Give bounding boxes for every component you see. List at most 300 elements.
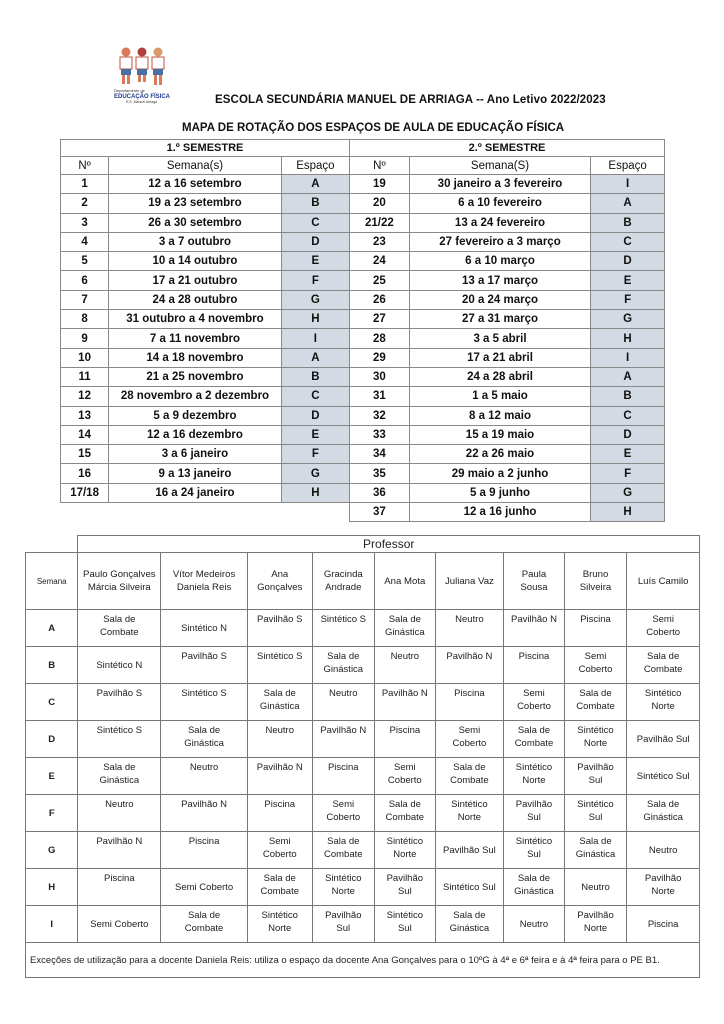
- week-letter: G: [26, 832, 78, 869]
- space-name-line: Sala de: [453, 910, 486, 921]
- space-name-line: Pavilhão N: [96, 836, 143, 847]
- rotation-row: [26, 647, 700, 684]
- column-header-number: Nº: [61, 157, 109, 175]
- space-assignment: [564, 684, 627, 721]
- space-name-line: Pavilhão: [644, 873, 682, 884]
- space-name-line: Sintético S: [257, 651, 303, 662]
- week-row: [350, 483, 665, 502]
- space-name-line: Semi: [268, 836, 291, 847]
- space-name-line: Ginástica: [385, 627, 425, 638]
- space-name-line: Norte: [393, 849, 417, 860]
- space-name-line: Ginástica: [323, 664, 364, 675]
- week-row: [350, 252, 665, 271]
- map-title: MAPA DE ROTAÇÃO DOS ESPAÇOS DE AULA DE EDUCAÇÃO FÍSICA: [182, 122, 565, 134]
- space-assignment: [435, 795, 504, 832]
- space-assignment: [627, 869, 700, 906]
- space-name-line: Sala de: [647, 799, 680, 810]
- professor-name: [564, 553, 627, 610]
- rotation-row: [26, 758, 700, 795]
- space-letter: C: [281, 213, 349, 232]
- week-dates: 27 a 31 março: [409, 310, 590, 329]
- week-number: 10: [61, 348, 109, 367]
- space-letter: B: [281, 367, 349, 386]
- week-row: [61, 425, 350, 444]
- professor-name-line: Paulo Gonçalves: [83, 569, 156, 580]
- space-assignment: [312, 758, 375, 795]
- space-name-line: Neutro: [265, 725, 294, 736]
- space-letter: C: [591, 232, 665, 251]
- space-name-line: Sala de: [263, 688, 296, 699]
- space-letter: A: [591, 367, 665, 386]
- week-number: 11: [61, 367, 109, 386]
- space-name-line: Ginástica: [575, 849, 616, 860]
- space-assignment: [435, 832, 504, 869]
- space-name-line: Coberto: [262, 849, 297, 860]
- space-name-line: Combate: [260, 886, 300, 897]
- week-dates: 17 a 21 outubro: [109, 271, 282, 290]
- space-assignment: [161, 795, 248, 832]
- space-name-line: Piscina: [327, 762, 359, 773]
- space-assignment: [627, 906, 700, 943]
- space-letter: E: [281, 252, 349, 271]
- week-number: 25: [350, 271, 410, 290]
- week-number: 20: [350, 194, 410, 213]
- space-assignment: [627, 647, 700, 684]
- week-dates: 19 a 23 setembro: [109, 194, 282, 213]
- professor-header: Professor: [78, 536, 700, 553]
- space-assignment: [564, 758, 627, 795]
- space-assignment: [78, 721, 161, 758]
- week-dates: 13 a 24 fevereiro: [409, 213, 590, 232]
- space-letter: F: [281, 445, 349, 464]
- space-assignment: [78, 610, 161, 647]
- week-number: 29: [350, 348, 410, 367]
- space-letter: A: [281, 175, 349, 194]
- space-assignment: [161, 832, 248, 869]
- space-name-line: Sul: [397, 886, 412, 897]
- week-dates: 26 a 30 setembro: [109, 213, 282, 232]
- space-name-line: Neutro: [189, 762, 219, 773]
- week-row: [350, 425, 665, 444]
- week-dates: 3 a 6 janeiro: [109, 445, 282, 464]
- space-assignment: [161, 758, 248, 795]
- week-number: 37: [350, 503, 410, 522]
- week-dates: 20 a 24 março: [409, 290, 590, 309]
- space-name-line: Pavilhão N: [256, 762, 303, 773]
- week-row: [61, 194, 350, 213]
- space-letter: C: [591, 406, 665, 425]
- space-name-line: Combate: [324, 849, 363, 860]
- professor-name-line: Gonçalves: [257, 582, 303, 593]
- space-name-line: Sintético N: [181, 622, 228, 634]
- space-assignment: [504, 758, 565, 795]
- physical-education-department-logo: [112, 44, 174, 106]
- week-dates: 6 a 10 março: [409, 252, 590, 271]
- space-name-line: Sintético Sul: [442, 881, 496, 893]
- space-name-line: Neutro: [455, 614, 484, 625]
- space-name-line: Norte: [457, 812, 482, 823]
- professor-name-line: Gracinda: [323, 569, 363, 580]
- space-assignment: [247, 684, 312, 721]
- space-assignment: [247, 795, 312, 832]
- professor-name: [247, 553, 312, 610]
- space-letter: I: [281, 329, 349, 348]
- week-dates: 27 fevereiro a 3 março: [409, 232, 590, 251]
- space-assignment: [627, 795, 700, 832]
- week-number: 23: [350, 232, 410, 251]
- space-assignment: [375, 684, 436, 721]
- professor-name: [78, 553, 161, 610]
- week-number: 31: [350, 387, 410, 406]
- space-name-line: Semi: [584, 651, 607, 662]
- space-name-line: Combate: [450, 775, 489, 786]
- space-name-line: Ginástica: [449, 923, 490, 934]
- week-number: 7: [61, 290, 109, 309]
- space-letter: I: [591, 175, 665, 194]
- professor-name: [161, 553, 248, 610]
- week-number: 34: [350, 445, 410, 464]
- week-row: [350, 290, 665, 309]
- space-name-line: Sala de: [579, 688, 612, 699]
- semester2-title: 2.º SEMESTRE: [350, 140, 665, 157]
- space-assignment: [564, 869, 627, 906]
- week-dates: 3 a 5 abril: [409, 329, 590, 348]
- space-assignment: [247, 906, 312, 943]
- space-letter: B: [591, 213, 665, 232]
- space-name-line: Norte: [651, 701, 675, 712]
- space-name-line: Pavilhão Sul: [636, 733, 690, 745]
- blank-corner: [26, 536, 78, 553]
- professor-name-line: Juliana Vaz: [444, 575, 494, 587]
- professor-name-line: Silveira: [579, 582, 612, 593]
- column-header-number: Nº: [350, 157, 410, 175]
- week-number: 17/18: [61, 483, 109, 502]
- week-number: 33: [350, 425, 410, 444]
- space-name-line: Coberto: [387, 775, 422, 786]
- space-letter: C: [281, 387, 349, 406]
- space-name-line: Combate: [576, 701, 615, 712]
- space-name-line: Sintético S: [181, 688, 227, 699]
- space-name-line: Combate: [184, 923, 224, 934]
- space-assignment: [375, 795, 436, 832]
- space-assignment: [435, 647, 504, 684]
- space-assignment: [375, 721, 436, 758]
- week-number: 4: [61, 232, 109, 251]
- space-name-line: Combate: [100, 627, 139, 638]
- week-number: 16: [61, 464, 109, 483]
- professor-name: [312, 553, 375, 610]
- space-name-line: Sintético S: [320, 614, 366, 625]
- column-header-weeks: Semana(S): [409, 157, 590, 175]
- space-name-line: Pavilhão S: [257, 614, 303, 625]
- space-letter: H: [591, 329, 665, 348]
- space-name-line: Sintético: [577, 799, 614, 810]
- rotation-row: [26, 795, 700, 832]
- week-letter: E: [26, 758, 78, 795]
- week-number: 35: [350, 464, 410, 483]
- week-row: [61, 464, 350, 483]
- space-assignment: [504, 647, 565, 684]
- semester1-title: 1.º SEMESTRE: [61, 140, 350, 157]
- week-dates: 12 a 16 dezembro: [109, 425, 282, 444]
- rotation-row: [26, 610, 700, 647]
- professor-name-line: Márcia Silveira: [87, 582, 151, 593]
- space-name-line: Sul: [336, 923, 351, 934]
- space-letter: F: [591, 290, 665, 309]
- space-assignment: [504, 684, 565, 721]
- space-assignment: [564, 795, 627, 832]
- space-letter: D: [591, 425, 665, 444]
- space-assignment: [247, 869, 312, 906]
- space-letter: G: [281, 290, 349, 309]
- space-name-line: Sul: [527, 812, 541, 823]
- space-name-line: Sintético S: [96, 725, 143, 736]
- space-name-line: Sul: [588, 812, 603, 823]
- space-assignment: [435, 906, 504, 943]
- space-name-line: Sala de: [517, 873, 551, 884]
- space-name-line: Norte: [331, 886, 355, 897]
- professor-name-line: Bruno: [582, 569, 609, 580]
- space-name-line: Neutro: [390, 651, 420, 662]
- space-name-line: Semi Coberto: [90, 918, 149, 930]
- space-name-line: Piscina: [454, 688, 485, 699]
- space-assignment: [247, 647, 312, 684]
- space-name-line: Sala de: [103, 762, 136, 773]
- space-name-line: Sintético: [644, 688, 682, 699]
- week-row: [61, 175, 350, 194]
- week-number: 32: [350, 406, 410, 425]
- week-dates: 21 a 25 novembro: [109, 367, 282, 386]
- week-row: [350, 445, 665, 464]
- exceptions-note: Exceções de utilização para a docente Daniela Reis: utiliza o espaço da docente Ana Gonçalves para o 10ºG à 4ª e 6ª feira e à 4ª feira para o PE B1.: [26, 943, 700, 978]
- space-name-line: Sala de: [327, 836, 360, 847]
- week-letter: F: [26, 795, 78, 832]
- space-name-line: Sintético: [386, 910, 424, 921]
- space-name-line: Pavilhão S: [181, 651, 227, 662]
- week-row: [61, 252, 350, 271]
- space-assignment: [312, 869, 375, 906]
- space-name-line: Pavilhão N: [181, 799, 228, 810]
- professor-name-line: Andrade: [325, 582, 362, 593]
- week-number: 3: [61, 213, 109, 232]
- space-assignment: [312, 684, 375, 721]
- space-assignment: [312, 832, 375, 869]
- week-row: [61, 387, 350, 406]
- week-number: 14: [61, 425, 109, 444]
- space-name-line: Sintético: [451, 799, 488, 810]
- space-letter: G: [281, 464, 349, 483]
- week-dates: 12 a 16 junho: [409, 503, 590, 522]
- space-assignment: [504, 721, 565, 758]
- space-assignment: [504, 906, 565, 943]
- space-assignment: [161, 721, 248, 758]
- space-name-line: Pavilhão: [577, 910, 614, 921]
- space-name-line: Norte: [651, 886, 675, 897]
- space-name-line: Semi Coberto: [175, 881, 234, 893]
- space-letter: E: [591, 445, 665, 464]
- week-number: 2: [61, 194, 109, 213]
- week-letter: C: [26, 684, 78, 721]
- professor-name: [627, 553, 700, 610]
- space-assignment: [375, 610, 436, 647]
- space-assignment: [435, 610, 504, 647]
- week-letter: H: [26, 869, 78, 906]
- week-number: 30: [350, 367, 410, 386]
- week-row: [61, 271, 350, 290]
- space-name-line: Semi: [394, 762, 416, 773]
- figure-icon: [136, 48, 148, 83]
- space-name-line: Sintético N: [96, 659, 143, 671]
- space-name-line: Pavilhão: [577, 762, 614, 773]
- week-number: 8: [61, 310, 109, 329]
- space-name-line: Piscina: [647, 918, 679, 930]
- space-assignment: [161, 869, 248, 906]
- week-dates: 3 a 7 outubro: [109, 232, 282, 251]
- space-name-line: Coberto: [326, 812, 361, 823]
- space-letter: E: [591, 271, 665, 290]
- professor-name-line: Luís Camilo: [637, 575, 689, 587]
- space-assignment: [161, 684, 248, 721]
- space-assignment: [375, 647, 436, 684]
- space-name-line: Piscina: [389, 725, 421, 736]
- professor-name-line: Ana Mota: [384, 575, 426, 587]
- space-name-line: Semi: [458, 725, 481, 736]
- space-name-line: Piscina: [518, 651, 550, 662]
- space-name-line: Piscina: [264, 799, 296, 810]
- semester2-table: [349, 139, 665, 522]
- space-name-line: Neutro: [329, 688, 358, 699]
- space-name-line: Norte: [268, 923, 292, 934]
- space-name-line: Sintético: [386, 836, 424, 847]
- week-row: [350, 503, 665, 522]
- week-dates: 9 a 13 janeiro: [109, 464, 282, 483]
- week-dates: 30 janeiro a 3 fevereiro: [409, 175, 590, 194]
- space-name-line: Sala de: [388, 614, 421, 625]
- space-name-line: Neutro: [105, 799, 134, 810]
- space-assignment: [627, 610, 700, 647]
- space-name-line: Ginástica: [184, 738, 224, 749]
- week-row: [350, 406, 665, 425]
- space-name-line: Sul: [397, 923, 412, 934]
- week-row: [61, 213, 350, 232]
- space-assignment: [78, 869, 161, 906]
- space-name-line: Combate: [385, 812, 425, 823]
- week-number: 27: [350, 310, 410, 329]
- space-assignment: [78, 795, 161, 832]
- week-row: [61, 290, 350, 309]
- space-assignment: [627, 758, 700, 795]
- space-name-line: Semi: [652, 614, 674, 625]
- space-letter: G: [591, 483, 665, 502]
- space-letter: A: [591, 194, 665, 213]
- space-name-line: Piscina: [188, 836, 220, 847]
- space-name-line: Sala de: [517, 725, 551, 736]
- space-assignment: [564, 647, 627, 684]
- space-name-line: Sala de: [103, 614, 136, 625]
- professor-rotation-table: [25, 535, 700, 978]
- semester1-table: [60, 139, 350, 503]
- space-name-line: Semi: [523, 688, 545, 699]
- space-name-line: Pavilhão N: [510, 614, 557, 625]
- week-dates: 12 a 16 setembro: [109, 175, 282, 194]
- week-number: 6: [61, 271, 109, 290]
- space-name-line: Sintético: [515, 836, 553, 847]
- space-name-line: Neutro: [519, 918, 549, 930]
- space-assignment: [161, 610, 248, 647]
- week-number: 9: [61, 329, 109, 348]
- space-assignment: [375, 832, 436, 869]
- week-column-header: Semana: [26, 553, 78, 610]
- space-assignment: [375, 758, 436, 795]
- space-name-line: Coberto: [646, 627, 681, 638]
- space-name-line: Sintético: [515, 762, 553, 773]
- week-letter: I: [26, 906, 78, 943]
- week-number: 24: [350, 252, 410, 271]
- space-letter: E: [281, 425, 349, 444]
- space-name-line: Coberto: [578, 664, 613, 675]
- space-name-line: Piscina: [580, 614, 611, 625]
- space-name-line: Ginástica: [514, 886, 554, 897]
- space-name-line: Sala de: [187, 910, 221, 921]
- space-assignment: [78, 684, 161, 721]
- space-name-line: Pavilhão Sul: [442, 844, 496, 856]
- week-row: [350, 271, 665, 290]
- space-letter: F: [591, 464, 665, 483]
- space-assignment: [78, 647, 161, 684]
- space-name-line: Sul: [588, 775, 603, 786]
- space-name-line: Pavilhão S: [96, 688, 143, 699]
- week-row: [350, 213, 665, 232]
- space-assignment: [375, 869, 436, 906]
- professor-name-line: Vítor Medeiros: [172, 569, 236, 580]
- rotation-row: [26, 869, 700, 906]
- exceptions-note-row: [26, 943, 700, 978]
- week-dates: 29 maio a 2 junho: [409, 464, 590, 483]
- space-letter: D: [281, 406, 349, 425]
- space-letter: H: [281, 483, 349, 502]
- space-assignment: [161, 906, 248, 943]
- space-name-line: Coberto: [517, 701, 551, 712]
- week-dates: 7 a 11 novembro: [109, 329, 282, 348]
- figure-icon: [120, 48, 132, 85]
- space-name-line: Sala de: [327, 651, 360, 662]
- space-assignment: [504, 610, 565, 647]
- week-number: 21/22: [350, 213, 410, 232]
- space-assignment: [504, 795, 565, 832]
- space-assignment: [312, 721, 375, 758]
- week-row: [350, 175, 665, 194]
- week-dates: 1 a 5 maio: [409, 387, 590, 406]
- space-assignment: [161, 647, 248, 684]
- week-letter: D: [26, 721, 78, 758]
- space-name-line: Ginástica: [99, 775, 140, 786]
- space-name-line: Pavilhão: [515, 799, 553, 810]
- space-name-line: Ginástica: [643, 812, 683, 823]
- space-assignment: [504, 869, 565, 906]
- space-name-line: Sintético Sul: [636, 770, 690, 782]
- space-letter: B: [281, 194, 349, 213]
- space-letter: A: [281, 348, 349, 367]
- space-assignment: [312, 647, 375, 684]
- space-name-line: Semi: [332, 799, 355, 810]
- space-assignment: [627, 721, 700, 758]
- space-assignment: [312, 906, 375, 943]
- space-name-line: Sala de: [388, 799, 421, 810]
- space-assignment: [247, 832, 312, 869]
- space-name-line: Neutro: [648, 844, 678, 856]
- svg-text:E.S. Manuel Arriaga: E.S. Manuel Arriaga: [126, 100, 158, 104]
- week-number: 19: [350, 175, 410, 194]
